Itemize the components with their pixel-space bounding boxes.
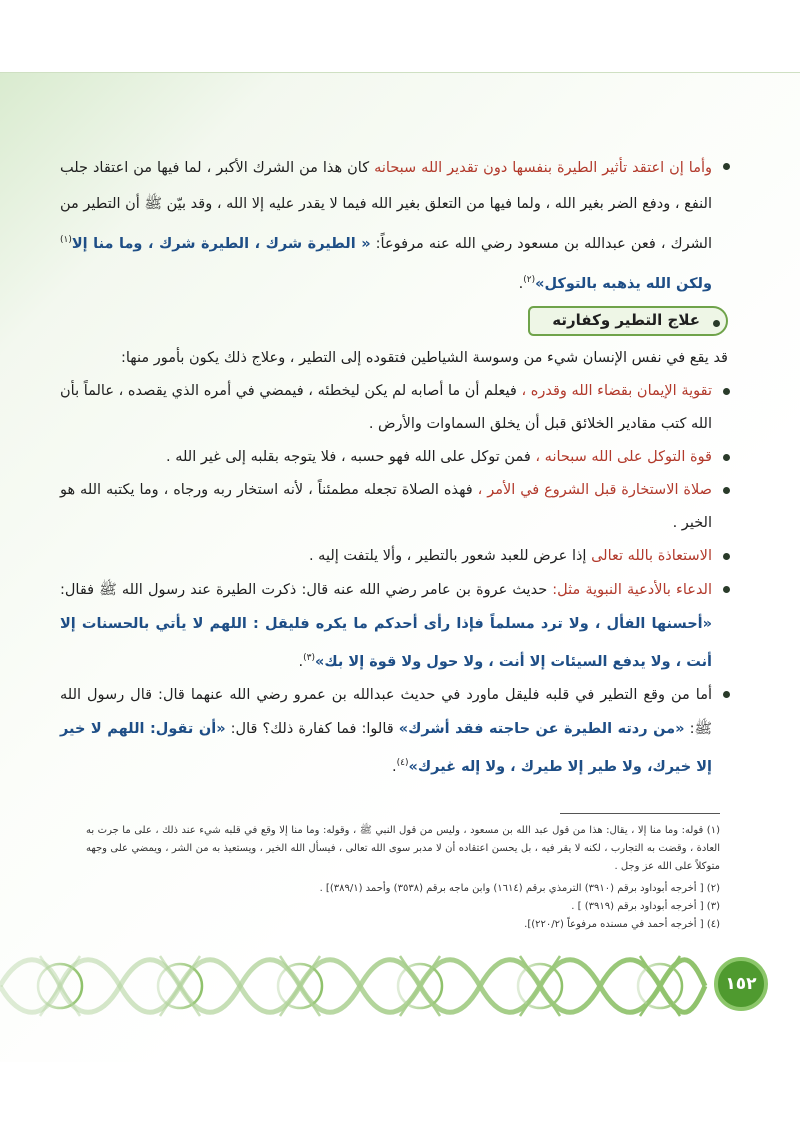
hadith-quote-continued: ولكن الله يذهبه بالتوكل: [544, 275, 712, 292]
list-item: [60, 441, 728, 474]
bullet-icon: [723, 487, 730, 494]
bullet-icon: [723, 586, 730, 593]
footnote: (٣) [ أخرجه أبوداود برقم (٣٩١٩) ] .: [571, 901, 720, 912]
bullet-icon: [723, 553, 730, 560]
main-content: [60, 150, 728, 784]
footnote-ref-4: (٤): [396, 758, 409, 769]
item-text: فمن توكل على الله فهو حسبه ، فلا يتوجه بقلبه إلى غير الله .: [166, 448, 536, 465]
footnote: (١) قوله: وما منا إلا ، يقال: هذا من قول عبد الله بن مسعود ، وليس من قول النبي ﷺ ، وقوله: وما منا إلا وقع في قلبه شيء عند ذلك ، على ما جرت به العادة ، وقضت به التجارب ، لكنه لا يقر فيه ، بل يحسن اعتقاده أن لا مدبر سوى الله تعالى ، فيسأل الله الخير ، ويستعيذ به من الشر ، ويمضي على وجهه متوكلاً على الله عز وجل .: [86, 825, 720, 872]
bullet-icon: [723, 388, 730, 395]
list-item-kaffara: [60, 678, 728, 784]
footnote-ref-3: (٣): [303, 652, 316, 663]
item-title: صلاة الاستخارة قبل الشروع في الأمر ،: [477, 481, 712, 498]
item-title: الدعاء بالأدعية النبوية مثل:: [552, 581, 712, 598]
page-number: ١٥٢: [725, 974, 757, 994]
list-item: [60, 474, 728, 540]
paragraph-shirk: [60, 150, 728, 302]
red-phrase: وأما إن اعتقد تأثير الطيرة بنفسها دون تقدير الله سبحانه: [374, 160, 712, 176]
paragraph-text: كان هذا من الشرك الأكبر ، لما فيها من اعتقاد جلب النفع ، ودفع الضر بغير الله ، ولما فيها من التعلق بغير الله فيما لا يقدر عليه إلا الله ، وقد بيّن ﷺ أن التطير من الشرك ، فعن عبدالله بن مسعود رضي الله عنه مرفوعاً:: [60, 160, 712, 252]
tail: .: [518, 275, 524, 292]
bullet-icon: [723, 163, 730, 170]
item-text: إذا عرض للعبد شعور بالتطير ، وألا يلتفت إليه .: [308, 547, 592, 564]
item-text: قالوا: فما كفارة ذلك؟ قال:: [225, 721, 399, 738]
decorative-border: [0, 936, 800, 1036]
section-heading: [528, 306, 728, 336]
hadith-quote: « الطيرة شرك ، الطيرة شرك ، وما منا إلا: [71, 235, 371, 252]
item-text: أما من وقع التطير في قلبه فليقل ماورد في حديث عبدالله بن عمرو رضي الله عنهما قال: قال رسول الله ﷺ:: [60, 687, 712, 738]
dua-quote: «أحسنها الفأل ، ولا ترد مسلماً فإذا رأى أحدكم ما يكره فليقل : اللهم لا يأتي بالحسنات إلا أنت ، ولا يدفع السيئات إلا أنت ، ولا حول ولا قوة إلا بك»: [60, 615, 712, 670]
kaffara-quote: «أن تقول: اللهم لا خير إلا خيرك، ولا طير إلا طيرك ، ولا إله غيرك»: [60, 721, 712, 776]
hadith-quote: «من ردته الطيرة عن حاجته فقد أشرك»: [398, 721, 685, 738]
section-heading-text: علاج التطير وكفارته: [552, 310, 700, 329]
item-text: فهذه الصلاة تجعله مطمئناً ، لأنه استخار ربه ورجاه ، وما يكتبه الله هو الخير .: [60, 481, 712, 531]
page-number-badge: [714, 957, 768, 1011]
footnote: (٢) [ أخرجه أبوداود برقم (٣٩١٠) الترمذي برقم (١٦١٤) وابن ماجه برقم (٣٥٣٨) وأحمد (٣٨٩/١)] .: [319, 883, 720, 894]
footnote-divider: [560, 813, 720, 814]
intro-paragraph: قد يقع في نفس الإنسان شيء من وسوسة الشياطين فتقوده إلى التطير ، وعلاج ذلك يكون بأمور منها:: [120, 349, 728, 366]
footnote-ref-2: (٢): [523, 274, 536, 285]
list-item: [60, 375, 728, 441]
item-title: قوة التوكل على الله سبحانه ،: [535, 448, 712, 465]
bullet-icon: [713, 320, 720, 327]
item-title: الاستعاذة بالله تعالى: [591, 547, 712, 564]
footnote: (٤) [ أخرجه أحمد في مسنده مرفوعاً (٢٢٠/٢)].: [524, 919, 720, 930]
quote-end: »: [535, 275, 545, 292]
footnote-ref-1: (١): [60, 235, 72, 245]
list-item: [60, 540, 728, 573]
bullet-icon: [723, 454, 730, 461]
tail: .: [298, 653, 304, 670]
tail: .: [392, 759, 397, 776]
footnotes: [86, 822, 720, 934]
item-title: تقوية الإيمان بقضاء الله وقدره ،: [521, 382, 712, 399]
item-text: فيعلم أن ما أصابه لم يكن ليخطئه ، فيمضي في أمره الذي يقصده ، عالماً بأن الله كتب مقادير الخلائق قبل أن يخلق السماوات والأرض .: [60, 382, 712, 432]
list-item-dua: [60, 573, 728, 679]
item-text: حديث عروة بن عامر رضي الله عنه قال: ذكرت الطيرة عند رسول الله ﷺ فقال:: [60, 581, 553, 598]
